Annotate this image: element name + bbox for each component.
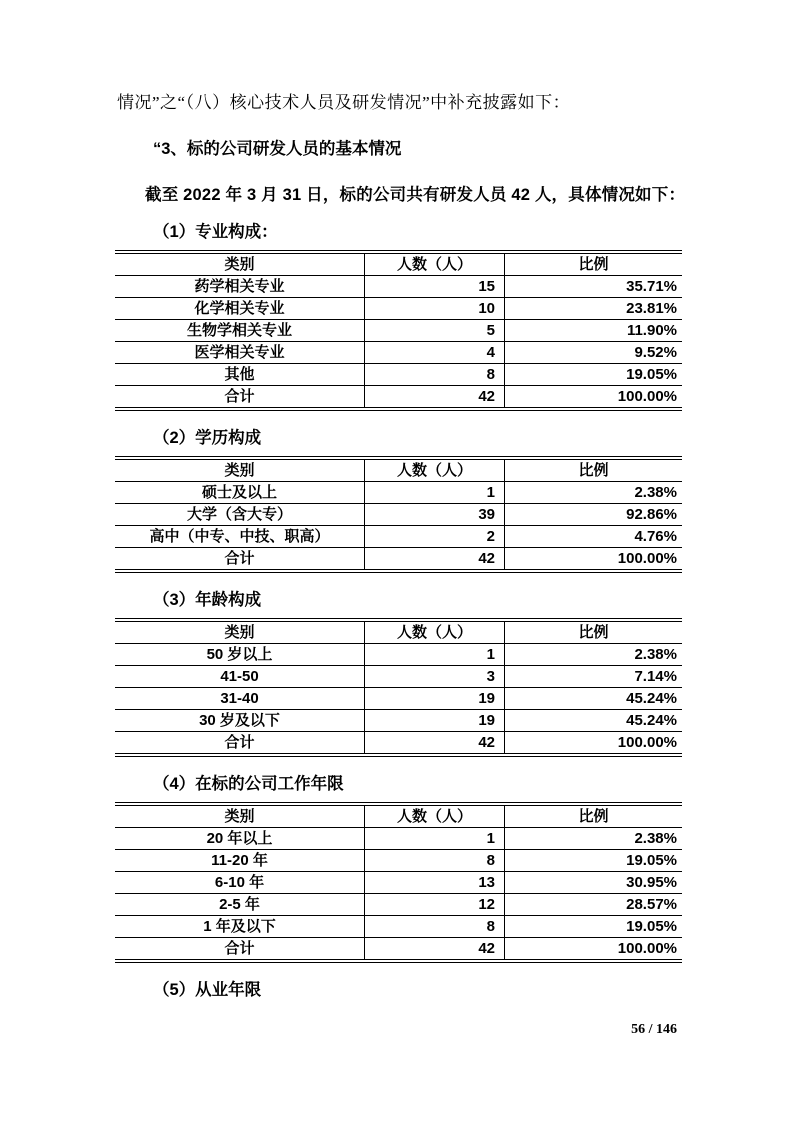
table-row <box>115 938 682 962</box>
header-ratio: 比例 <box>505 458 683 482</box>
cell-count: 1 <box>365 482 505 504</box>
cell-ratio: 2.38% <box>505 644 683 666</box>
cell-category: 大学（含大专） <box>115 504 365 526</box>
section <box>0 222 793 411</box>
cell-ratio: 28.57% <box>505 894 683 916</box>
table-row <box>115 688 682 710</box>
table-row <box>115 320 682 342</box>
section <box>0 980 793 1000</box>
section-title: （2）学历构成 <box>153 429 262 447</box>
section <box>0 590 793 757</box>
cell-count: 4 <box>365 342 505 364</box>
data-table <box>115 250 682 411</box>
cell-count: 19 <box>365 688 505 710</box>
cell-category: 化学相关专业 <box>115 298 365 320</box>
cell-count: 8 <box>365 850 505 872</box>
table-row <box>115 364 682 386</box>
data-table <box>115 618 682 757</box>
table-row <box>115 710 682 732</box>
summary-paragraph: 截至 2022 年 3 月 31 日，标的公司共有研发人员 42 人，具体情况如下： <box>145 186 686 204</box>
table-header-row <box>115 458 682 482</box>
section <box>0 774 793 963</box>
table-row <box>115 732 682 756</box>
cell-count: 1 <box>365 828 505 850</box>
header-ratio: 比例 <box>505 252 683 276</box>
table-row <box>115 894 682 916</box>
header-count: 人数（人） <box>365 458 505 482</box>
cell-ratio: 100.00% <box>505 938 683 962</box>
cell-ratio: 11.90% <box>505 320 683 342</box>
data-table <box>115 802 682 963</box>
table-row <box>115 482 682 504</box>
cell-count: 15 <box>365 276 505 298</box>
table-row <box>115 666 682 688</box>
table-row <box>115 386 682 410</box>
cell-count: 39 <box>365 504 505 526</box>
cell-count: 42 <box>365 938 505 962</box>
cell-ratio: 2.38% <box>505 482 683 504</box>
data-table <box>115 456 682 573</box>
cell-category: 50 岁以上 <box>115 644 365 666</box>
header-count: 人数（人） <box>365 252 505 276</box>
section <box>0 428 793 573</box>
cell-count: 10 <box>365 298 505 320</box>
cell-category: 41-50 <box>115 666 365 688</box>
cell-category: 1 年及以下 <box>115 916 365 938</box>
cell-ratio: 100.00% <box>505 386 683 410</box>
cell-category: 硕士及以上 <box>115 482 365 504</box>
header-category: 类别 <box>115 804 365 828</box>
cell-category: 2-5 年 <box>115 894 365 916</box>
cell-ratio: 19.05% <box>505 850 683 872</box>
table-row <box>115 916 682 938</box>
cell-category: 高中（中专、中技、职高） <box>115 526 365 548</box>
cell-ratio: 92.86% <box>505 504 683 526</box>
cell-ratio: 2.38% <box>505 828 683 850</box>
cell-category: 其他 <box>115 364 365 386</box>
cell-ratio: 45.24% <box>505 710 683 732</box>
table-header-row <box>115 252 682 276</box>
cell-ratio: 23.81% <box>505 298 683 320</box>
table-row <box>115 548 682 572</box>
cell-category: 药学相关专业 <box>115 276 365 298</box>
header-category: 类别 <box>115 252 365 276</box>
cell-ratio: 9.52% <box>505 342 683 364</box>
table-header-row <box>115 620 682 644</box>
table-row <box>115 298 682 320</box>
cell-category: 20 年以上 <box>115 828 365 850</box>
sections-container <box>0 222 793 1000</box>
table-row <box>115 276 682 298</box>
cell-ratio: 19.05% <box>505 364 683 386</box>
table-row <box>115 828 682 850</box>
cell-ratio: 45.24% <box>505 688 683 710</box>
cell-category: 生物学相关专业 <box>115 320 365 342</box>
cell-ratio: 7.14% <box>505 666 683 688</box>
section-title: （5）从业年限 <box>153 981 262 999</box>
cell-ratio: 19.05% <box>505 916 683 938</box>
cell-count: 42 <box>365 386 505 410</box>
header-count: 人数（人） <box>365 620 505 644</box>
cell-count: 8 <box>365 364 505 386</box>
cell-ratio: 100.00% <box>505 548 683 572</box>
document-heading: “3、标的公司研发人员的基本情况 <box>153 140 402 158</box>
cell-count: 1 <box>365 644 505 666</box>
table-row <box>115 644 682 666</box>
cell-count: 5 <box>365 320 505 342</box>
table-row <box>115 504 682 526</box>
section-title: （1）专业构成： <box>153 223 278 241</box>
cell-category: 11-20 年 <box>115 850 365 872</box>
table-row <box>115 872 682 894</box>
cell-count: 13 <box>365 872 505 894</box>
cell-count: 12 <box>365 894 505 916</box>
table-row <box>115 850 682 872</box>
table-row <box>115 342 682 364</box>
header-ratio: 比例 <box>505 804 683 828</box>
header-count: 人数（人） <box>365 804 505 828</box>
cell-count: 8 <box>365 916 505 938</box>
cell-category: 合计 <box>224 940 255 957</box>
table-header-row <box>115 804 682 828</box>
cell-ratio: 35.71% <box>505 276 683 298</box>
header-category: 类别 <box>115 620 365 644</box>
cell-category: 医学相关专业 <box>115 342 365 364</box>
section-title: （4）在标的公司工作年限 <box>153 775 344 793</box>
cell-count: 42 <box>365 548 505 572</box>
cell-category: 合计 <box>224 388 255 405</box>
cell-ratio: 4.76% <box>505 526 683 548</box>
cell-category: 31-40 <box>115 688 365 710</box>
page-number: 56 / 146 <box>631 1022 677 1037</box>
cell-count: 3 <box>365 666 505 688</box>
intro-paragraph: 情况”之“（八）核心技术人员及研发情况”中补充披露如下： <box>117 93 571 112</box>
cell-category: 合计 <box>224 550 255 567</box>
cell-count: 42 <box>365 732 505 756</box>
section-title: （3）年龄构成 <box>153 591 262 609</box>
cell-ratio: 30.95% <box>505 872 683 894</box>
cell-count: 2 <box>365 526 505 548</box>
cell-category: 6-10 年 <box>115 872 365 894</box>
cell-count: 19 <box>365 710 505 732</box>
cell-category: 合计 <box>224 734 255 751</box>
header-category: 类别 <box>115 458 365 482</box>
header-ratio: 比例 <box>505 620 683 644</box>
cell-category: 30 岁及以下 <box>115 710 365 732</box>
table-row <box>115 526 682 548</box>
cell-ratio: 100.00% <box>505 732 683 756</box>
